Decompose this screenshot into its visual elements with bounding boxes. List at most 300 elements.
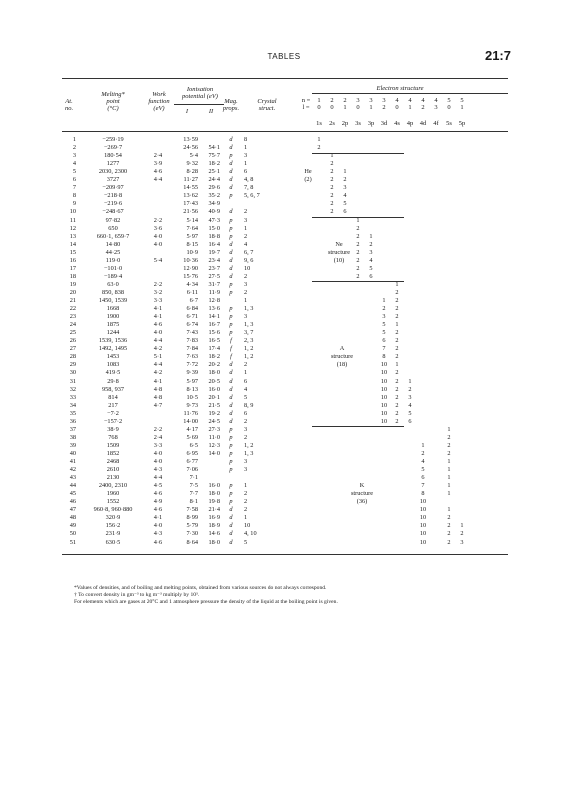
work-function: 3·3 <box>153 297 163 304</box>
header-work-function: Work <box>152 91 166 98</box>
magnetic-property: f <box>230 337 232 345</box>
magnetic-property: p <box>229 232 233 240</box>
electron-count: 1 <box>447 425 451 433</box>
electron-count: 2 <box>447 538 451 546</box>
magnetic-property: d <box>229 385 233 393</box>
magnetic-property: d <box>229 208 233 216</box>
melting-point: 1960 <box>106 490 120 498</box>
crystal-structure: 4, 10 <box>244 530 257 538</box>
ionisation-I: 5·97 <box>186 232 198 240</box>
ionisation-I: 5·14 <box>186 216 198 224</box>
ionisation-I: 9·32 <box>186 160 198 168</box>
ionisation-II: 14·1 <box>208 313 220 321</box>
atomic-number: 49 <box>69 522 76 530</box>
atomic-number: 48 <box>69 514 76 522</box>
electron-count: 10 <box>380 401 388 409</box>
atomic-number: 40 <box>69 449 76 457</box>
header-l-value: 0 <box>317 104 321 111</box>
ionisation-I: 8·99 <box>186 514 198 522</box>
magnetic-property: d <box>229 256 233 264</box>
electron-count: 3 <box>382 313 386 321</box>
ionisation-II: 24·5 <box>208 417 220 425</box>
ionisation-II: 12·8 <box>208 297 220 304</box>
electron-count: 5 <box>382 329 386 337</box>
footnote-1: *Values of densities, and of boiling and melting points, obtained from various sources do not always correspond. <box>74 585 327 591</box>
melting-point: −269·7 <box>103 144 123 152</box>
electron-count: 4 <box>421 458 425 465</box>
header-n-value: 4 <box>421 97 425 104</box>
melting-point: 850, 838 <box>101 288 125 296</box>
electron-count: 2 <box>395 329 399 337</box>
magnetic-property: p <box>229 498 233 506</box>
crystal-structure: 5 <box>244 393 248 401</box>
work-function: 4·1 <box>153 313 163 321</box>
crystal-structure: 2 <box>244 498 248 506</box>
atomic-number: 5 <box>72 168 76 176</box>
melting-point: 650 <box>108 224 118 232</box>
magnetic-property: d <box>229 264 233 272</box>
magnetic-property: p <box>229 425 233 433</box>
work-function: 4·7 <box>153 401 163 409</box>
electron-count: 2 <box>395 385 399 393</box>
crystal-structure: 3 <box>244 425 248 433</box>
magnetic-property: p <box>229 482 233 490</box>
ionisation-II: 18·0 <box>208 538 220 546</box>
electron-count: 2 <box>343 176 347 184</box>
electron-count: 2 <box>447 522 451 530</box>
ionisation-II: 20·1 <box>208 393 220 401</box>
magnetic-property: p <box>229 490 233 498</box>
ionisation-II: 11·9 <box>208 288 220 296</box>
ionisation-I: 4·34 <box>186 280 198 288</box>
crystal-structure: 1, 2 <box>244 345 254 353</box>
crystal-structure: 1 <box>244 369 248 377</box>
crystal-structure: 2 <box>244 490 248 498</box>
ionisation-II: 18·9 <box>208 522 220 530</box>
ionisation-I: 13·62 <box>183 192 198 200</box>
ionisation-I: 7·63 <box>186 353 198 361</box>
ionisation-II: 16·0 <box>208 385 220 393</box>
ionisation-II: 16·7 <box>208 321 220 329</box>
work-function: 4·8 <box>153 385 163 393</box>
melting-point: 1083 <box>106 361 120 369</box>
ionisation-I: 10·9 <box>186 248 198 256</box>
electron-count: 2 <box>317 144 321 152</box>
melting-point: 1875 <box>106 321 120 329</box>
atomic-number: 17 <box>69 264 76 272</box>
header-n-value: 2 <box>330 97 334 104</box>
atomic-number: 12 <box>69 224 76 232</box>
work-function: 3·3 <box>153 441 163 449</box>
ionisation-I: 6·5 <box>189 441 198 449</box>
ionisation-II: 18·0 <box>208 490 220 498</box>
core-structure-label-he: (2) <box>304 176 312 184</box>
electron-count: 2 <box>330 192 334 200</box>
electron-count: 2 <box>395 409 399 417</box>
ionisation-I: 14·55 <box>183 184 198 192</box>
atomic-number: 1 <box>72 136 76 143</box>
shell-separator <box>312 153 404 154</box>
atomic-number: 47 <box>69 506 76 514</box>
crystal-structure: 1 <box>244 482 248 490</box>
header-ion-I: I <box>185 108 189 115</box>
work-function: 4·0 <box>153 240 163 248</box>
ionisation-I: 12·90 <box>183 264 198 272</box>
ionisation-II: 18·8 <box>208 232 220 240</box>
ionisation-I: 8·28 <box>186 168 198 176</box>
magnetic-property: d <box>229 176 233 184</box>
electron-count: 2 <box>356 264 360 272</box>
ionisation-II: 12·3 <box>208 441 220 449</box>
crystal-structure: 1 <box>244 224 248 232</box>
crystal-structure: 1, 2 <box>244 441 254 449</box>
magnetic-property: d <box>229 248 233 256</box>
ionisation-I: 6·74 <box>186 321 198 329</box>
header-atno: no. <box>64 105 74 112</box>
crystal-structure: 3 <box>244 466 248 474</box>
ionisation-I: 7·84 <box>186 345 198 353</box>
header-orbital: 2s <box>329 120 335 127</box>
work-function: 4·6 <box>153 168 163 176</box>
ionisation-I: 14·00 <box>183 417 198 425</box>
melting-point: 2468 <box>106 458 120 465</box>
atomic-number: 25 <box>69 329 76 337</box>
electron-count: 8 <box>382 353 386 361</box>
ionisation-I: 11·27 <box>183 176 198 184</box>
ionisation-II: 47·3 <box>208 216 220 224</box>
ionisation-II: 40·9 <box>208 208 220 216</box>
header-melting-point: Melting* <box>101 91 125 98</box>
work-function: 4·6 <box>153 321 163 329</box>
melting-point: 2030, 2300 <box>98 168 128 176</box>
electron-count: 2 <box>356 224 360 232</box>
ionisation-II: 35·2 <box>208 192 220 200</box>
atomic-number: 14 <box>69 240 76 248</box>
header-orbital: 5s <box>446 120 452 127</box>
melting-point: 180·54 <box>104 152 122 160</box>
electron-count: 1 <box>447 506 451 514</box>
header-ionisation: Ionisation <box>186 86 214 93</box>
electron-count: 2 <box>395 337 399 345</box>
electron-count: 2 <box>330 176 334 184</box>
header-l-label: l = <box>302 104 310 111</box>
melting-point: 1244 <box>106 329 120 337</box>
shell-separator <box>312 217 404 218</box>
magnetic-property: p <box>229 313 233 321</box>
atomic-number: 23 <box>69 313 76 321</box>
ionisation-I: 8·64 <box>186 538 198 546</box>
header-l-value: 1 <box>343 104 347 111</box>
ionisation-II: 25·1 <box>208 168 220 176</box>
ionisation-I: 7·5 <box>189 482 198 490</box>
crystal-structure: 9, 6 <box>244 256 254 264</box>
electron-count: 3 <box>369 248 373 256</box>
crystal-structure: 3 <box>244 458 248 465</box>
ionisation-I: 5·79 <box>186 522 198 530</box>
atomic-number: 15 <box>69 248 76 256</box>
header-crystal: struct. <box>258 105 276 112</box>
electron-count: 2 <box>395 313 399 321</box>
magnetic-property: d <box>229 417 233 425</box>
electron-count: 3 <box>343 184 347 192</box>
work-function: 5·1 <box>153 353 163 361</box>
atomic-number: 19 <box>69 280 76 288</box>
header-bottom-rule <box>62 131 508 132</box>
header-orbital: 2p <box>341 120 349 127</box>
work-function: 2·2 <box>153 216 163 224</box>
header-orbital: 3s <box>355 120 361 127</box>
work-function: 4·1 <box>153 377 163 385</box>
ionisation-II: 17·4 <box>208 345 220 353</box>
work-function: 4·1 <box>153 514 163 522</box>
melting-point: 1492, 1495 <box>98 345 128 353</box>
melting-point: 156·2 <box>105 522 121 530</box>
melting-point: 814 <box>108 393 118 401</box>
header-l-value: 1 <box>460 104 464 111</box>
electron-count: 5 <box>382 321 386 329</box>
work-function: 3·9 <box>153 160 163 168</box>
atomic-number: 43 <box>69 474 76 482</box>
work-function: 4·4 <box>153 361 163 369</box>
header-l-value: 1 <box>408 104 412 111</box>
magnetic-property: p <box>229 329 233 337</box>
magnetic-property: p <box>229 192 233 200</box>
electron-count: 1 <box>343 168 347 176</box>
header-melting-point: point <box>106 98 120 105</box>
ionisation-I: 7·06 <box>186 466 198 474</box>
ionisation-II: 21·5 <box>208 401 220 409</box>
melting-point: −7·2 <box>107 409 119 417</box>
ionisation-I: 9·73 <box>186 401 198 409</box>
melting-point: −189·4 <box>103 272 123 280</box>
ionisation-I: 8·15 <box>186 240 198 248</box>
header-n-value: 5 <box>460 97 464 104</box>
work-function: 4·3 <box>153 466 163 474</box>
ionisation-I: 6·84 <box>186 305 198 313</box>
atomic-number: 50 <box>69 530 76 538</box>
work-function: 4·0 <box>153 522 163 530</box>
electron-count: 2 <box>447 441 451 449</box>
atomic-number: 39 <box>69 441 76 449</box>
atomic-number: 34 <box>69 401 76 409</box>
electron-count: 1 <box>395 280 399 288</box>
electron-count: 2 <box>447 449 451 457</box>
magnetic-property: d <box>229 184 233 192</box>
atomic-number: 6 <box>72 176 76 184</box>
electron-count: 2 <box>330 168 334 176</box>
melting-point: 14·80 <box>105 240 121 248</box>
ionisation-II: 20·5 <box>208 377 220 385</box>
crystal-structure: 1, 2 <box>244 353 254 361</box>
header-magnetic: Mag. <box>224 98 238 105</box>
crystal-structure: 4, 8 <box>244 176 254 184</box>
ionisation-subrule <box>174 104 224 105</box>
header-ion-II: II <box>208 108 214 115</box>
work-function: 4·4 <box>153 176 163 184</box>
electron-count: 10 <box>380 385 388 393</box>
melting-point: 97·82 <box>105 216 121 224</box>
atomic-number: 51 <box>69 538 76 546</box>
magnetic-property: d <box>229 514 233 522</box>
electron-count: 2 <box>395 401 399 409</box>
melting-point: 2610 <box>106 466 120 474</box>
magnetic-property: p <box>229 449 233 457</box>
core-structure-label-kr: K <box>359 482 365 490</box>
work-function: 2·4 <box>153 152 163 160</box>
electron-count: 2 <box>395 288 399 296</box>
ionisation-II: 19·7 <box>208 248 220 256</box>
ionisation-II: 23·7 <box>208 264 220 272</box>
ionisation-I: 13·59 <box>183 136 198 143</box>
atomic-number: 35 <box>69 409 76 417</box>
footnote-3: For elements which are gases at 20°C and 1 atmosphere pressure the density of the liquid at the boiling point is given. <box>74 599 338 605</box>
melting-point: 660·1, 659·7 <box>96 232 130 240</box>
electron-count: 2 <box>395 305 399 313</box>
crystal-structure: 4 <box>244 385 248 393</box>
crystal-structure: 7, 8 <box>244 184 254 192</box>
crystal-structure: 1, 3 <box>244 305 254 313</box>
ionisation-I: 7·64 <box>186 224 198 232</box>
ionisation-II: 34·9 <box>208 200 220 208</box>
work-function: 4·2 <box>153 345 163 353</box>
magnetic-property: p <box>229 433 233 441</box>
melting-point: 1277 <box>106 160 120 168</box>
magnetic-property: d <box>229 393 233 401</box>
header-l-value: 2 <box>421 104 425 111</box>
electron-count: 8 <box>421 490 425 498</box>
atomic-number: 30 <box>69 369 76 377</box>
crystal-structure: 3 <box>244 216 248 224</box>
melting-point: 1509 <box>106 441 120 449</box>
electron-count: 1 <box>356 216 360 224</box>
header-orbital: 3p <box>367 120 375 127</box>
crystal-structure: 3 <box>244 280 248 288</box>
crystal-structure: 3, 7 <box>244 329 254 337</box>
magnetic-property: d <box>229 144 233 152</box>
atomic-number: 21 <box>69 297 76 304</box>
electron-count: 10 <box>380 361 388 369</box>
melting-point: −157·2 <box>103 417 123 425</box>
ionisation-II: 15·0 <box>208 224 220 232</box>
atomic-number: 24 <box>69 321 76 329</box>
crystal-structure: 4 <box>244 240 248 248</box>
core-structure-label-he: He <box>304 168 312 176</box>
melting-point: −209·97 <box>102 184 124 192</box>
crystal-structure: 5, 6, 7 <box>244 192 260 200</box>
crystal-structure: 2 <box>244 272 248 280</box>
table-bottom-rule <box>62 554 508 555</box>
electron-count: 5 <box>408 409 412 417</box>
work-function: 3·2 <box>153 288 163 296</box>
atomic-number: 22 <box>69 305 76 313</box>
magnetic-property: d <box>229 506 233 514</box>
crystal-structure: 6 <box>244 377 248 385</box>
ionisation-I: 21·56 <box>183 208 198 216</box>
electron-count: 2 <box>356 248 360 256</box>
electron-count: 2 <box>395 353 399 361</box>
electron-count: 6 <box>408 417 412 425</box>
work-function: 4·4 <box>153 337 163 345</box>
magnetic-property: p <box>229 288 233 296</box>
electron-count: 3 <box>408 393 412 401</box>
ionisation-II: 16·4 <box>208 240 220 248</box>
magnetic-property: p <box>229 441 233 449</box>
crystal-structure: 3 <box>244 152 248 160</box>
ionisation-I: 5·97 <box>186 377 198 385</box>
electron-subrule <box>312 93 508 94</box>
electron-count: 2 <box>356 232 360 240</box>
melting-point: 1539, 1536 <box>98 337 128 345</box>
header-n-value: 4 <box>434 97 438 104</box>
ionisation-II: 18·0 <box>208 369 220 377</box>
ionisation-II: 21·4 <box>208 506 220 514</box>
ionisation-I: 11·76 <box>183 409 198 417</box>
ionisation-I: 10·36 <box>183 256 198 264</box>
magnetic-property: p <box>229 224 233 232</box>
magnetic-property: p <box>229 321 233 329</box>
magnetic-property: p <box>229 305 233 313</box>
melting-point: 1552 <box>106 498 120 506</box>
crystal-structure: 1 <box>244 297 248 304</box>
ionisation-II: 23·4 <box>208 256 220 264</box>
header-ionisation: potential (eV) <box>182 93 218 100</box>
ionisation-I: 8·1 <box>189 498 198 506</box>
ionisation-II: 13·6 <box>208 305 220 313</box>
header-orbital: 4d <box>419 120 427 127</box>
magnetic-property: d <box>229 522 233 530</box>
electron-count: 10 <box>419 498 427 506</box>
atomic-number: 41 <box>69 458 76 465</box>
atomic-number: 2 <box>72 144 76 152</box>
melting-point: 958, 937 <box>101 385 125 393</box>
crystal-structure: 1 <box>244 514 248 522</box>
ionisation-I: 5·4 <box>189 152 198 160</box>
header-n-value: 5 <box>447 97 451 104</box>
crystal-structure: 3 <box>244 313 248 321</box>
atomic-number: 33 <box>69 393 76 401</box>
magnetic-property: d <box>229 240 233 248</box>
crystal-structure: 2 <box>244 208 248 216</box>
atomic-number: 38 <box>69 433 76 441</box>
melting-point: 630·5 <box>105 538 121 546</box>
ionisation-I: 6·77 <box>186 458 198 465</box>
crystal-structure: 2 <box>244 288 248 296</box>
electron-count: 1 <box>395 361 399 369</box>
atomic-number: 36 <box>69 417 76 425</box>
electron-count: 10 <box>419 506 427 514</box>
electron-count: 1 <box>447 474 451 482</box>
magnetic-property: d <box>229 409 233 417</box>
crystal-structure: 2 <box>244 506 248 514</box>
magnetic-property: d <box>229 369 233 377</box>
core-structure-label-ar: structure <box>330 353 354 361</box>
ionisation-II: 16·0 <box>208 482 220 490</box>
atomic-number: 3 <box>72 152 76 160</box>
electron-count: 2 <box>382 305 386 313</box>
work-function: 4·9 <box>153 498 163 506</box>
atomic-number: 42 <box>69 466 76 474</box>
electron-count: 2 <box>395 417 399 425</box>
electron-count: 1 <box>447 490 451 498</box>
header-orbital: 1s <box>316 120 322 127</box>
electron-count: 3 <box>460 538 464 546</box>
ionisation-II: 18·2 <box>208 160 220 168</box>
magnetic-property: p <box>229 466 233 474</box>
melting-point: 1668 <box>106 305 120 313</box>
melting-point: 1852 <box>106 449 120 457</box>
shell-separator <box>312 281 404 282</box>
electron-count: 1 <box>382 297 386 304</box>
